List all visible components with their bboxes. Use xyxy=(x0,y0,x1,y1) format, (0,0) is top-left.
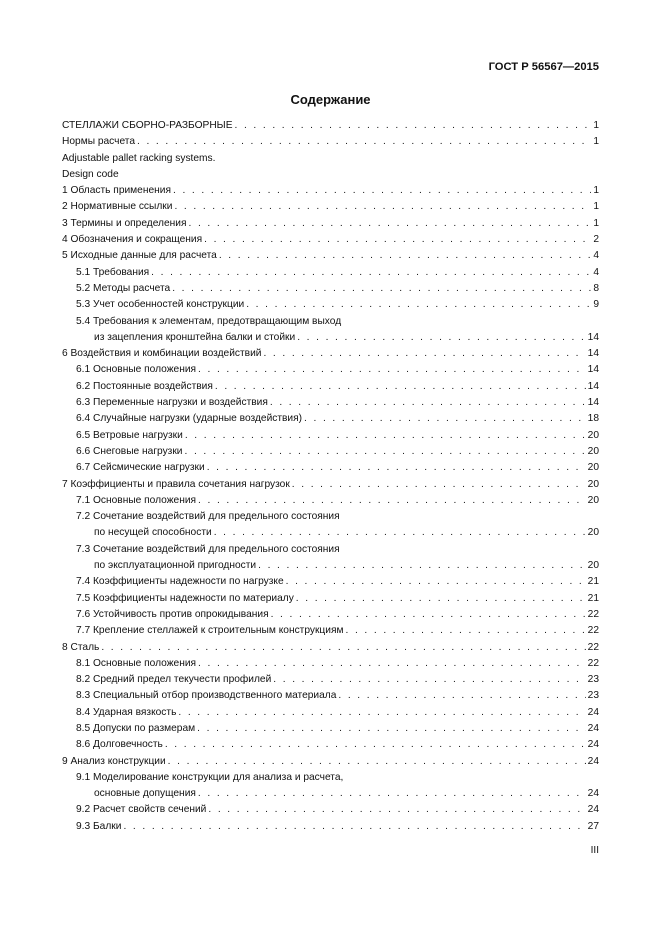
toc-entry-page: 27 xyxy=(587,820,599,832)
toc-entry-page: 20 xyxy=(587,494,599,506)
toc-entry[interactable] xyxy=(62,574,599,590)
toc-entry[interactable] xyxy=(62,737,599,753)
toc-multiline-entry[interactable] xyxy=(62,314,599,347)
dot-leader xyxy=(173,183,591,199)
dot-leader xyxy=(197,721,586,737)
dot-leader xyxy=(235,118,592,134)
toc-entry[interactable] xyxy=(62,346,599,362)
toc-entry-text: 1 Область применения xyxy=(62,185,171,197)
dot-leader xyxy=(338,688,585,704)
toc-multiline-entry[interactable] xyxy=(62,509,599,542)
toc-entry-page: 20 xyxy=(587,478,599,490)
dot-leader xyxy=(198,786,586,802)
toc-entry-page: 22 xyxy=(587,625,599,637)
toc-entry[interactable] xyxy=(62,379,599,395)
toc-entry-page: 14 xyxy=(587,331,599,343)
toc-entry-page: 14 xyxy=(587,397,599,409)
toc-entry-text: 8.6 Долговечность xyxy=(76,739,163,751)
toc-entry-page: 20 xyxy=(587,462,599,474)
toc-entry-text: по эксплуатационной пригодности xyxy=(94,560,257,572)
toc-entry-text: 3 Термины и определения xyxy=(62,217,187,229)
toc-entry-text-line1: 5.4 Требования к элементам, предотвращающим выход xyxy=(76,315,342,327)
toc-entry[interactable] xyxy=(62,118,599,134)
dot-leader xyxy=(296,591,586,607)
toc-entry[interactable] xyxy=(62,607,599,623)
toc-entry-text: 7.1 Основные положения xyxy=(76,494,197,506)
toc-entry-page: 23 xyxy=(587,690,599,702)
toc-entry-page: 22 xyxy=(587,657,599,669)
toc-entry-page: 14 xyxy=(587,380,599,392)
toc-entry[interactable] xyxy=(62,248,599,264)
toc-entry-page: 20 xyxy=(587,445,599,457)
toc-entry[interactable] xyxy=(62,640,599,656)
page-number: III xyxy=(590,845,599,856)
toc-entry[interactable] xyxy=(62,721,599,737)
toc-entry[interactable] xyxy=(62,444,599,460)
toc-entry-text-line1: 7.2 Сочетание воздействий для предельного состояния xyxy=(76,511,340,523)
toc-entry-text: 2 Нормативные ссылки xyxy=(62,201,173,213)
dot-leader xyxy=(185,444,586,460)
dot-leader xyxy=(304,411,586,427)
toc-entry-page: 8 xyxy=(593,282,599,294)
toc-entry[interactable] xyxy=(76,786,599,802)
toc-entry[interactable] xyxy=(76,558,599,574)
toc-entry[interactable] xyxy=(62,183,599,199)
toc-entry-text: 6.1 Основные положения xyxy=(76,364,197,376)
dot-leader xyxy=(185,428,586,444)
toc-entry-text: 6.3 Переменные нагрузки и воздействия xyxy=(76,397,268,409)
dot-leader xyxy=(151,265,591,281)
toc-entry[interactable] xyxy=(62,623,599,639)
english-title-line: Adjustable pallet racking systems. xyxy=(62,152,216,164)
toc-entry-text: 5.2 Методы расчета xyxy=(76,282,171,294)
dot-leader xyxy=(204,232,591,248)
dot-leader xyxy=(123,819,585,835)
dot-leader xyxy=(174,199,591,215)
toc-entry-text: 8 Сталь xyxy=(62,641,100,653)
toc-entry-page: 24 xyxy=(587,804,599,816)
dot-leader xyxy=(137,134,591,150)
dot-leader xyxy=(271,607,586,623)
toc-entry[interactable] xyxy=(62,672,599,688)
toc-entry[interactable] xyxy=(62,754,599,770)
toc-entry-text: 6 Воздействия и комбинации воздействий xyxy=(62,348,262,360)
toc-entry-text: 9 Анализ конструкции xyxy=(62,755,166,767)
toc-entry-text: основные допущения xyxy=(94,788,196,800)
toc-entry[interactable] xyxy=(62,591,599,607)
toc-entry[interactable] xyxy=(62,705,599,721)
dot-leader xyxy=(219,248,592,264)
dot-leader xyxy=(198,656,586,672)
dot-leader xyxy=(178,705,585,721)
toc-entry-text: 8.2 Средний предел текучести профилей xyxy=(76,674,272,686)
toc-entry-text: СТЕЛЛАЖИ СБОРНО-РАЗБОРНЫЕ xyxy=(62,120,233,131)
toc-entry-page: 4 xyxy=(593,266,599,278)
toc-entry-text: 7.6 Устойчивость против опрокидывания xyxy=(76,608,269,620)
toc-entry-text: 9.3 Балки xyxy=(76,820,122,832)
toc-entry-page: 21 xyxy=(587,576,599,588)
toc-entry-text: 4 Обозначения и сокращения xyxy=(62,234,203,246)
toc-entry[interactable] xyxy=(62,477,599,493)
toc-entry-page: 9 xyxy=(593,299,599,311)
toc-entry[interactable] xyxy=(62,493,599,509)
toc-entry-text: Нормы расчета xyxy=(62,136,136,148)
toc-entry-page: 20 xyxy=(587,527,599,539)
toc-entry-text: 5 Исходные данные для расчета xyxy=(62,250,217,262)
dot-leader xyxy=(292,477,586,493)
dot-leader xyxy=(172,281,591,297)
toc-entry-page: 1 xyxy=(593,185,599,197)
dot-leader xyxy=(168,754,586,770)
toc-entry-page: 23 xyxy=(587,674,599,686)
dot-leader xyxy=(215,379,586,395)
toc-entry-page: 24 xyxy=(587,706,599,718)
table-of-contents xyxy=(62,118,599,835)
toc-entry-text: 7.7 Крепление стеллажей к строительным конструкциям xyxy=(76,625,344,637)
toc-entry-page: 21 xyxy=(587,592,599,604)
toc-entry-page: 22 xyxy=(587,641,599,653)
dot-leader xyxy=(198,493,586,509)
toc-entry[interactable] xyxy=(62,460,599,476)
toc-entry-text: из зацепления кронштейна балки и стойки xyxy=(94,331,296,343)
toc-entry-text-line1: 7.3 Сочетание воздействий для предельного состояния xyxy=(76,543,340,555)
toc-entry-text: 8.4 Ударная вязкость xyxy=(76,706,177,718)
toc-entry[interactable] xyxy=(62,819,599,835)
toc-entry-page: 14 xyxy=(587,348,599,360)
page-title: Содержание xyxy=(290,92,371,107)
toc-entry-text: по несущей способности xyxy=(94,527,212,539)
toc-entry-text: 6.5 Ветровые нагрузки xyxy=(76,429,183,441)
toc-entry-text: 8.3 Специальный отбор производственного материала xyxy=(76,690,337,702)
toc-entry-page: 1 xyxy=(593,217,599,229)
toc-entry-page: 24 xyxy=(587,739,599,751)
toc-entry-page: 4 xyxy=(593,250,599,262)
toc-entry[interactable] xyxy=(62,232,599,248)
toc-entry[interactable] xyxy=(62,281,599,297)
toc-entry[interactable] xyxy=(62,216,599,232)
toc-entry[interactable] xyxy=(62,297,599,313)
toc-entry-page: 20 xyxy=(587,560,599,572)
toc-entry-text: 6.4 Случайные нагрузки (ударные воздействия) xyxy=(76,413,303,425)
dot-leader xyxy=(270,395,586,411)
toc-entry-page: 24 xyxy=(587,788,599,800)
toc-list xyxy=(62,183,599,835)
toc-entry[interactable] xyxy=(62,656,599,672)
toc-multiline-entry[interactable] xyxy=(62,542,599,575)
dot-leader xyxy=(208,802,585,818)
toc-entry[interactable] xyxy=(62,802,599,818)
toc-entry-page: 14 xyxy=(587,364,599,376)
toc-entry-page: 1 xyxy=(593,136,599,148)
dot-leader xyxy=(263,346,585,362)
toc-entry[interactable] xyxy=(62,411,599,427)
toc-entry-page: 1 xyxy=(593,120,599,131)
toc-entry-page: 2 xyxy=(593,234,599,246)
toc-entry-text: 6.7 Сейсмические нагрузки xyxy=(76,462,205,474)
dot-leader xyxy=(101,640,585,656)
toc-entry[interactable] xyxy=(62,134,599,150)
english-title-line: Design code xyxy=(62,168,119,180)
dot-leader xyxy=(286,574,586,590)
toc-entry-text: 7.4 Коэффициенты надежности по нагрузке xyxy=(76,576,284,588)
dot-leader xyxy=(273,672,585,688)
toc-entry-page: 1 xyxy=(593,201,599,213)
toc-entry-text-line1: 9.1 Моделирование конструкции для анализа и расчета, xyxy=(76,771,344,783)
toc-entry-text: 6.6 Снеговые нагрузки xyxy=(76,445,183,457)
document-code: ГОСТ Р 56567—2015 xyxy=(488,61,599,73)
toc-entry-page: 22 xyxy=(587,608,599,620)
dot-leader xyxy=(198,362,586,378)
toc-entry-text: 5.3 Учет особенностей конструкции xyxy=(76,299,245,311)
toc-entry[interactable] xyxy=(62,362,599,378)
toc-entry[interactable] xyxy=(62,199,599,215)
toc-entry-text: 7 Коэффициенты и правила сочетания нагрузок xyxy=(62,478,290,490)
dot-leader xyxy=(188,216,591,232)
toc-entry-page: 18 xyxy=(587,413,599,425)
toc-entry-text: 8.1 Основные положения xyxy=(76,657,197,669)
toc-entry-text: 6.2 Постоянные воздействия xyxy=(76,380,213,392)
toc-entry-text: 8.5 Допуски по размерам xyxy=(76,722,196,734)
dot-leader xyxy=(214,525,586,541)
toc-entry[interactable] xyxy=(76,330,599,346)
toc-entry-text: 7.5 Коэффициенты надежности по материалу xyxy=(76,592,294,604)
toc-entry[interactable] xyxy=(62,688,599,704)
toc-entry-page: 24 xyxy=(587,722,599,734)
dot-leader xyxy=(297,330,585,346)
toc-entry-text: 5.1 Требования xyxy=(76,266,150,278)
toc-entry[interactable] xyxy=(76,525,599,541)
dot-leader xyxy=(207,460,586,476)
toc-entry[interactable] xyxy=(62,265,599,281)
dot-leader xyxy=(258,558,586,574)
dot-leader xyxy=(345,623,585,639)
toc-entry-page: 24 xyxy=(587,755,599,767)
toc-entry[interactable] xyxy=(62,395,599,411)
toc-entry-page: 20 xyxy=(587,429,599,441)
toc-entry[interactable] xyxy=(62,428,599,444)
toc-multiline-entry[interactable] xyxy=(62,770,599,803)
dot-leader xyxy=(246,297,591,313)
dot-leader xyxy=(165,737,586,753)
toc-entry-text: 9.2 Расчет свойств сечений xyxy=(76,804,207,816)
